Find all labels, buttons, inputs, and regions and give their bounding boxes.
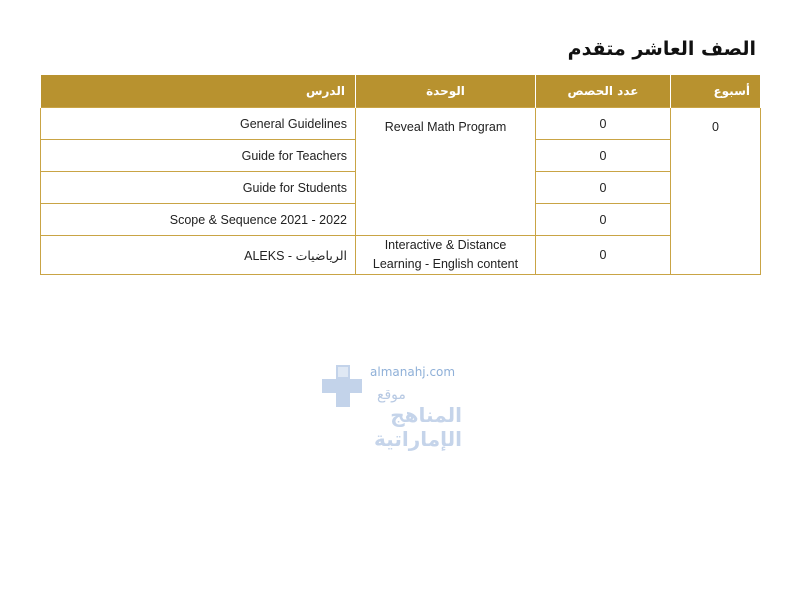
watermark-url: almanahj.com <box>370 365 456 379</box>
lesson-link[interactable]: Scope & Sequence 2021 - 2022 <box>169 212 347 227</box>
period-count-cell: 0 <box>536 204 671 236</box>
lesson-cell <box>41 140 356 172</box>
lesson-link[interactable]: Guide for Students <box>242 180 347 195</box>
watermark-line2: المناهج الإماراتية <box>374 403 462 451</box>
site-watermark <box>322 365 462 451</box>
page-title: الصف العاشر متقدم <box>567 38 756 60</box>
lesson-cell <box>41 108 356 140</box>
header-period-count: عدد الحصص <box>536 75 671 108</box>
table-row <box>41 108 761 140</box>
period-count-cell: 0 <box>536 140 671 172</box>
header-week: أسبوع <box>671 75 761 108</box>
table-header-row <box>41 75 761 108</box>
unit-label: Reveal Math Program <box>384 120 507 134</box>
header-lesson: الدرس <box>41 75 356 108</box>
lesson-cell <box>41 236 356 275</box>
unit-label-line1: Interactive & Distance <box>384 238 507 252</box>
lesson-link[interactable]: ALEKS - الرياضيات <box>244 248 347 263</box>
lesson-link[interactable]: Guide for Teachers <box>241 148 347 163</box>
header-unit: الوحدة <box>356 75 536 108</box>
lesson-link[interactable]: General Guidelines <box>239 116 347 131</box>
period-count-cell: 0 <box>536 236 671 275</box>
lesson-cell <box>41 172 356 204</box>
plus-logo-icon <box>322 365 362 407</box>
period-count-cell: 0 <box>536 172 671 204</box>
watermark-line1: موقع <box>377 387 406 403</box>
period-count-cell: 0 <box>536 108 671 140</box>
unit-cell-interactive <box>356 236 536 275</box>
table-row <box>41 236 761 275</box>
unit-cell-reveal <box>356 108 536 236</box>
curriculum-table <box>40 75 761 275</box>
lesson-cell <box>41 204 356 236</box>
week-cell: 0 <box>671 108 761 275</box>
unit-label-line2: Learning - English content <box>372 257 519 271</box>
